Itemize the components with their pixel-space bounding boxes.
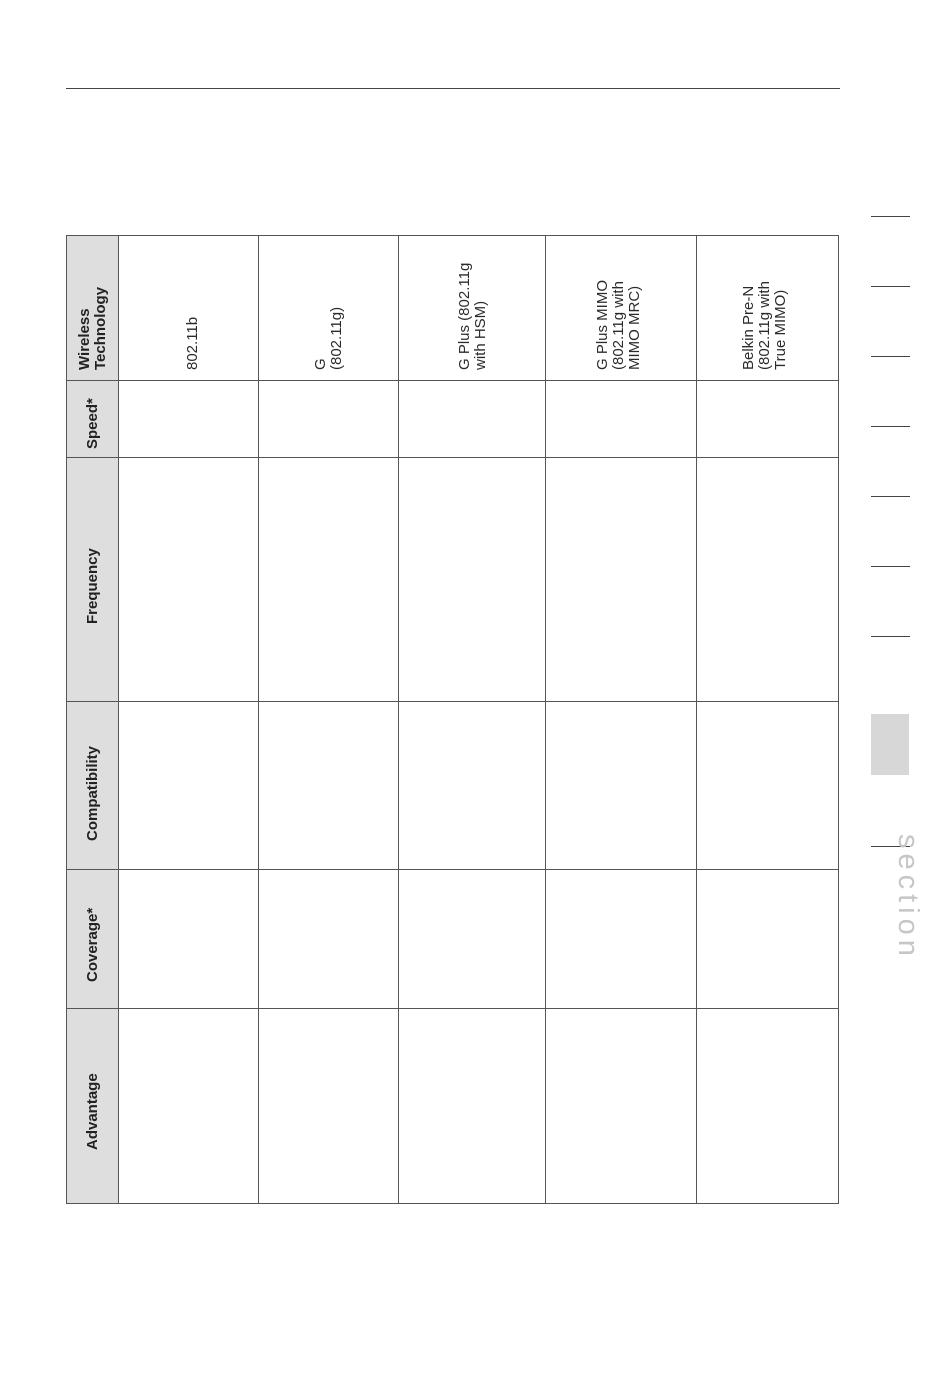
section-tab-divider bbox=[871, 566, 910, 567]
table-cell bbox=[545, 458, 696, 702]
table-cell bbox=[259, 381, 399, 458]
table-cell bbox=[399, 870, 545, 1009]
active-section-marker bbox=[871, 714, 909, 775]
table-cell bbox=[119, 870, 259, 1009]
section-tab-divider bbox=[871, 356, 910, 357]
table-cell bbox=[545, 702, 696, 870]
row-header-coverage-cell bbox=[67, 870, 119, 1009]
technology-cell-g-plus-mimo bbox=[545, 236, 696, 381]
technology-cell-802-11b bbox=[119, 236, 259, 381]
technology-label: G (802.11g) bbox=[312, 306, 346, 370]
table-cell bbox=[399, 1009, 545, 1204]
table-cell bbox=[119, 702, 259, 870]
table-cell bbox=[696, 702, 838, 870]
row-header-coverage: Coverage* bbox=[84, 907, 101, 982]
table-cell bbox=[696, 381, 838, 458]
row-header-speed-cell bbox=[67, 381, 119, 458]
row-header-advantage-cell bbox=[67, 1009, 119, 1204]
technology-cell-g-plus bbox=[399, 236, 545, 381]
table-cell bbox=[545, 1009, 696, 1204]
technology-label: G Plus (802.11g with HSM) bbox=[456, 262, 490, 370]
table-cell bbox=[545, 870, 696, 1009]
row-header-frequency: Frequency bbox=[84, 548, 101, 624]
table-row-advantage bbox=[67, 1009, 839, 1204]
table-cell bbox=[119, 458, 259, 702]
row-header-compatibility-cell bbox=[67, 702, 119, 870]
table-cell bbox=[259, 870, 399, 1009]
table-row-frequency bbox=[67, 458, 839, 702]
technology-label: G Plus MIMO (802.11g with MIMO MRC) bbox=[593, 279, 643, 370]
table-cell bbox=[399, 702, 545, 870]
table-row-speed bbox=[67, 381, 839, 458]
table-row-compatibility bbox=[67, 702, 839, 870]
section-tab-divider bbox=[871, 286, 910, 287]
section-label: section bbox=[892, 834, 924, 961]
technology-label: Belkin Pre-N (802.11g with True MIMO) bbox=[739, 281, 789, 370]
table-row-technology bbox=[67, 236, 839, 381]
table-cell bbox=[399, 458, 545, 702]
table-cell bbox=[119, 1009, 259, 1204]
section-tab-divider bbox=[871, 496, 910, 497]
row-header-compatibility: Compatibility bbox=[84, 745, 101, 841]
row-header-advantage: Advantage bbox=[84, 1073, 101, 1150]
header-rule bbox=[66, 88, 840, 89]
wireless-comparison-table bbox=[66, 235, 839, 1204]
row-header-speed: Speed* bbox=[84, 398, 101, 449]
row-header-technology: Wireless Technology bbox=[76, 286, 109, 370]
technology-cell-g bbox=[259, 236, 399, 381]
technology-label: 802.11b bbox=[184, 316, 202, 370]
table-cell bbox=[399, 381, 545, 458]
table-cell bbox=[259, 1009, 399, 1204]
table-cell bbox=[696, 458, 838, 702]
row-header-frequency-cell bbox=[67, 458, 119, 702]
table-row-coverage bbox=[67, 870, 839, 1009]
table-cell bbox=[545, 381, 696, 458]
table-cell bbox=[696, 870, 838, 1009]
table-cell bbox=[259, 458, 399, 702]
row-header-technology-cell bbox=[67, 236, 119, 381]
section-tab-nav bbox=[871, 0, 911, 1384]
section-tab-divider bbox=[871, 636, 910, 637]
technology-cell-belkin-pre-n bbox=[696, 236, 838, 381]
section-tab-divider bbox=[871, 216, 910, 217]
table-cell bbox=[119, 381, 259, 458]
section-tab-divider bbox=[871, 426, 910, 427]
table-cell bbox=[259, 702, 399, 870]
table-cell bbox=[696, 1009, 838, 1204]
